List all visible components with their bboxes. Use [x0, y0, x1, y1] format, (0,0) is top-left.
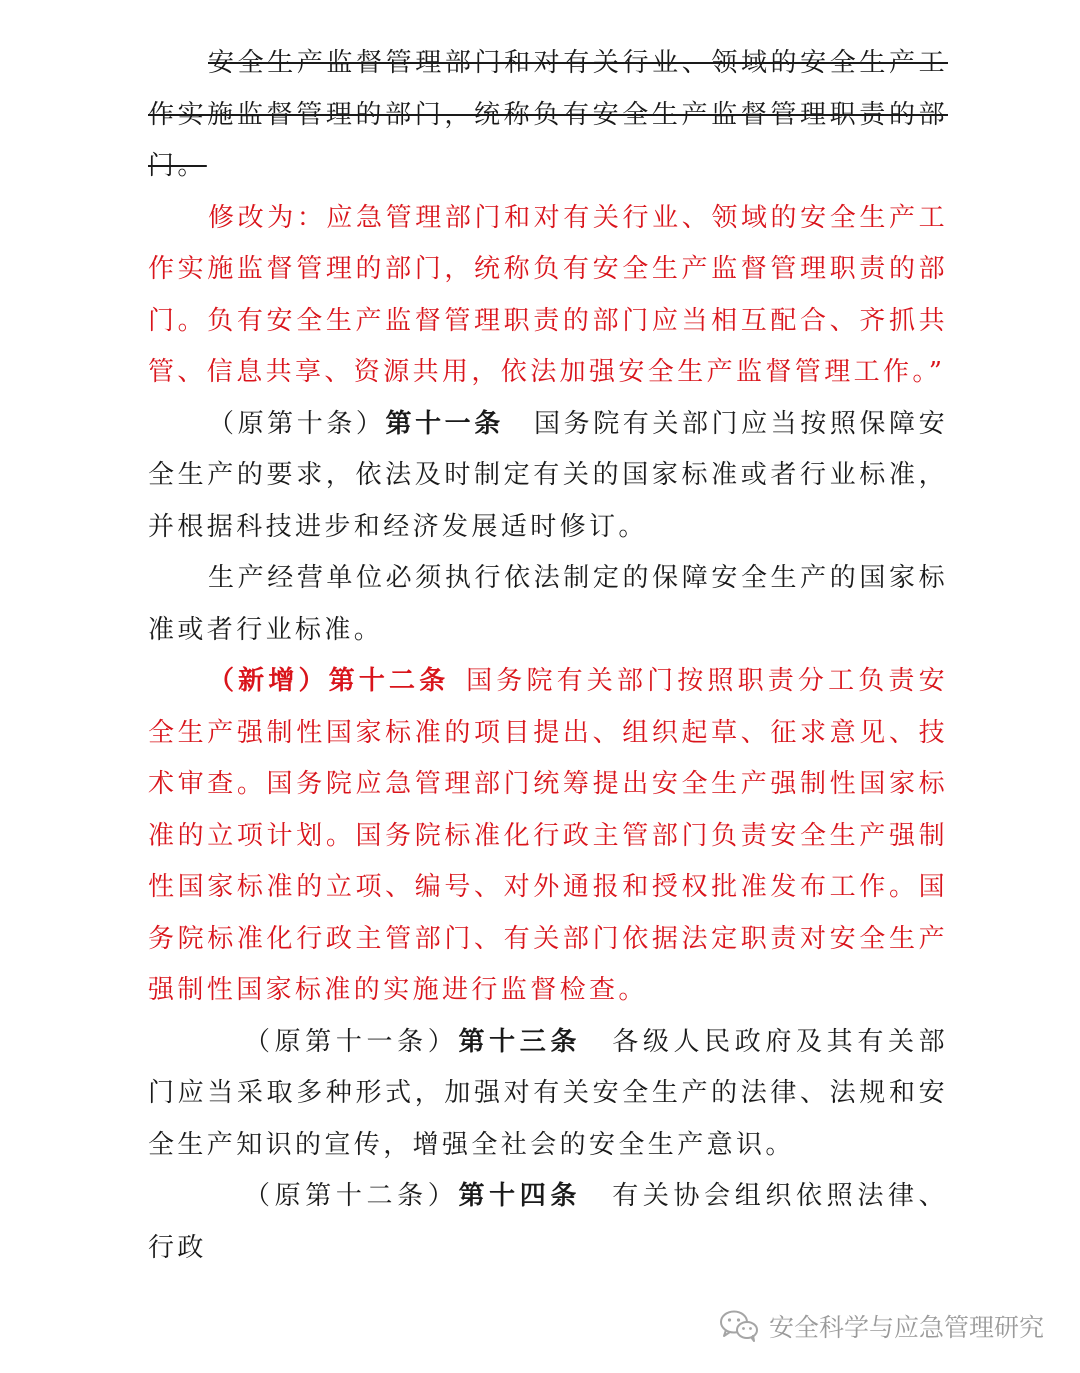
- article-13: [148, 1017, 948, 1172]
- article-12-title: 第十二条: [328, 666, 450, 696]
- account-watermark: [719, 1305, 1044, 1347]
- watermark-account-name: 安全科学与应急管理研究: [768, 1313, 1044, 1342]
- article-13-body: 各级人民政府及其有关部门应当采取多种形式，加强对有关安全生产的法律、法规和安全生产知识的宣传，增强全社会的安全生产意识。: [148, 1026, 948, 1160]
- article-12: [148, 656, 948, 1017]
- article-11-title: 第十一条: [385, 408, 504, 439]
- article-11-origin: （原第十条）: [208, 408, 386, 439]
- article-12-body: 国务院有关部门按照职责分工负责安全生产强制性国家标准的项目提出、组织起草、征求意见、技术审查。国务院应急管理部门统筹提出安全生产强制性国家标准的立项计划。国务院标准化行政主管部门负责安全生产强制性国家标准的立项、编号、对外通报和授权批准发布工作。国务院标准化行政主管部门、有关部门依据法定职责对安全生产强制性国家标准的实施进行监督检查。: [148, 666, 948, 1005]
- deleted-paragraph: 安全生产监督管理部门和对有关行业、领域的安全生产工作实施监督管理的部门，统称负有安全生产监督管理职责的部门。: [148, 48, 948, 181]
- article-14-origin: （原第十二条）: [244, 1181, 459, 1211]
- article-11-body: 国务院有关部门应当按照保障安全生产的要求，依法及时制定有关的国家标准或者行业标准，并根据科技进步和经济发展适时修订。: [148, 408, 948, 542]
- article-11: [148, 399, 948, 554]
- article-11-paragraph-2: 生产经营单位必须执行依法制定的保障安全生产的国家标准或者行业标准。: [148, 563, 948, 645]
- document-page: [148, 38, 948, 1274]
- amended-paragraph: 修改为：应急管理部门和对有关行业、领域的安全生产工作实施监督管理的部门，统称负有安全生产监督管理职责的部门。负有安全生产监督管理职责的部门应当相互配合、齐抓共管、信息共享、资源共用，依法加强安全生产监督管理工作。”: [148, 202, 948, 387]
- article-14: [148, 1171, 948, 1274]
- article-14-title: 第十四条: [458, 1181, 581, 1211]
- article-13-title: 第十三条: [458, 1026, 581, 1057]
- article-14-body: 有关协会组织依照法律、行政: [148, 1181, 948, 1263]
- wechat-icon: [719, 1309, 759, 1343]
- article-12-origin: （新增）: [208, 666, 329, 696]
- article-13-origin: （原第十一条）: [244, 1026, 459, 1057]
